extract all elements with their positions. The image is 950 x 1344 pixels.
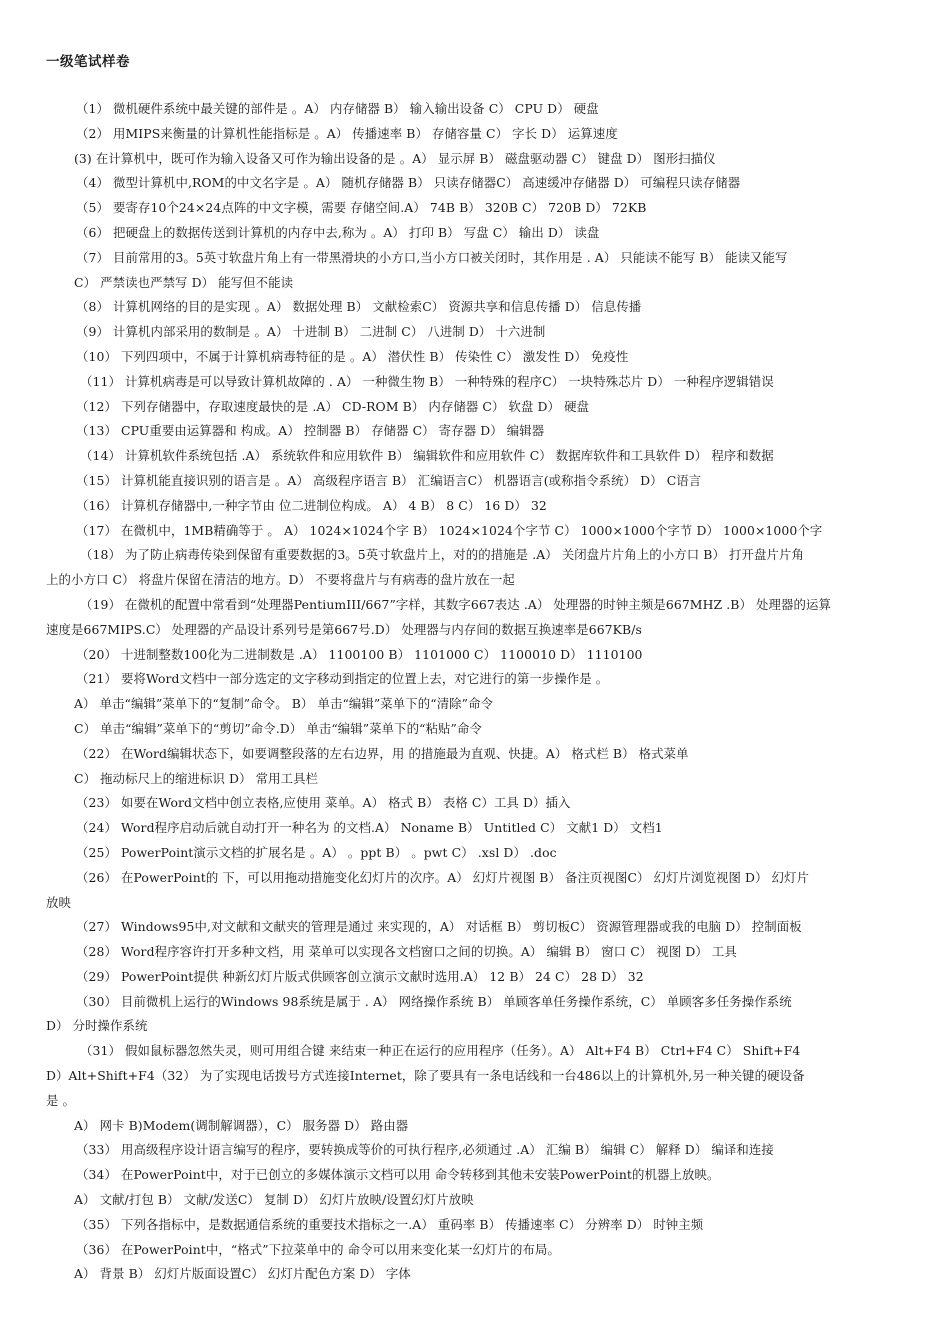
question-line: A） 网卡 B)Modem(调制解调器），C） 服务器 D） 路由器 <box>74 1117 409 1133</box>
question-line: （18） 为了防止病毒传染到保留有重要数据的3。5英寸软盘片上，对的的措施是 .A） 关闭盘片片角上的小方口 B） 打开盘片片角 <box>80 547 804 563</box>
question-line: 速度是667MIPS.C） 处理器的产品设计系列号是第667号.D） 处理器与内存间的数据互换速率是667KB/s <box>46 621 642 637</box>
question-line: （17） 在微机中，1MB精确等于 。 A） 1024×1024个字 B） 1024×1024个字节 C） 1000×1000个字节 D） 1000×1000个字 <box>76 522 823 538</box>
question-line: （30） 目前微机上运行的Windows 98系统是属于 . A） 网络操作系统 B） 单顾客单任务操作系统，C） 单顾客多任务操作系统 <box>76 993 792 1009</box>
question-line: （16） 计算机存储器中,一种字节由 位二进制位构成。 A） 4 B） 8 C） 16 D） 32 <box>76 497 547 513</box>
question-line: D） 分时操作系统 <box>46 1018 148 1034</box>
question-line: （6） 把硬盘上的数据传送到计算机的内存中去,称为 。A） 打印 B） 写盘 C） 输出 D） 读盘 <box>76 224 600 240</box>
question-line: （23） 如要在Word文档中创立表格,应使用 菜单。A） 格式 B） 表格 C）工具 D）插入 <box>76 795 571 811</box>
question-line: （11） 计算机病毒是可以导致计算机故障的 . A） 一种微生物 B） 一种特殊的程序C） 一块特殊芯片 D） 一种程序逻辑错误 <box>80 373 774 389</box>
question-line: A） 单击“编辑”菜单下的“复制”命令。 B） 单击“编辑”菜单下的“清除”命令 <box>74 696 494 712</box>
question-line: （7） 目前常用的3。5英寸软盘片角上有一带黑滑块的小方口,当小方口被关闭时，其作用是 . A） 只能读不能写 B） 能读又能写 <box>76 249 788 265</box>
question-line: （21） 要将Word文档中一部分选定的文字移动到指定的位置上去，对它进行的第一步操作是 。 <box>76 671 609 687</box>
question-line: （12） 下列存储器中，存取速度最快的是 .A） CD-ROM B） 内存储器 C） 软盘 D） 硬盘 <box>76 398 590 414</box>
question-line: （28） Word程序容许打开多种文档，用 菜单可以实现各文档窗口之间的切换。A） 编辑 B） 窗口 C） 视图 D） 工具 <box>76 944 737 960</box>
page-title: 一级笔试样卷 <box>46 54 130 70</box>
question-line: （13） CPU重要由运算器和 构成。A） 控制器 B） 存储器 C） 寄存器 D） 编辑器 <box>76 423 545 439</box>
question-line: 放映 <box>46 894 71 910</box>
question-line: （15） 计算机能直接识别的语言是 。A） 高级程序语言 B） 汇编语言C） 机器语言(或称指令系统） D） C语言 <box>76 472 702 488</box>
question-line: （33） 用高级程序设计语言编写的程序，要转换成等价的可执行程序,必须通过 .A） 汇编 B） 编辑 C） 解释 D） 编译和连接 <box>76 1142 774 1158</box>
question-line: （2） 用MIPS来衡量的计算机性能指标是 。A） 传播速率 B） 存储容量 C） 字长 D） 运算速度 <box>76 125 618 141</box>
question-line: （27） Windows95中,对文献和文献夹的管理是通过 来实现的，A） 对话框 B） 剪切板C） 资源管理器或我的电脑 D） 控制面板 <box>76 919 802 935</box>
question-line: （26） 在PowerPoint的 下，可以用拖动措施变化幻灯片的次序。A） 幻灯片视图 B） 备注页视图C） 幻灯片浏览视图 D） 幻灯片 <box>76 869 810 885</box>
question-line: 是 。 <box>46 1092 76 1108</box>
question-line: （31） 假如鼠标器忽然失灵，则可用组合键 来结束一种正在运行的应用程序（任务）。A） Alt+F4 B） Ctrl+F4 C） Shift+F4 <box>80 1043 801 1059</box>
question-line: （19） 在微机的配置中常看到“处理器PentiumIII/667”字样，其数字667表达 .A） 处理器的时钟主频是667MHZ .B） 处理器的运算 <box>80 596 831 612</box>
question-line: （20） 十进制整数100化为二进制数是 .A） 1100100 B） 1101000 C） 1100010 D） 1110100 <box>76 646 643 662</box>
question-line: （36） 在PowerPoint中，“格式”下拉菜单中的 命令可以用来变化某一幻灯片的布局。 <box>76 1241 561 1257</box>
question-line: （5） 要寄存10个24×24点阵的中文字模，需要 存储空间.A） 74B B） 320B C） 720B D） 72KB <box>76 200 647 216</box>
question-line: （22） 在Word编辑状态下，如要调整段落的左右边界，用 的措施最为直观、快捷。A） 格式栏 B） 格式菜单 <box>76 745 689 761</box>
question-list <box>46 97 908 1287</box>
question-line: C） 拖动标尺上的缩进标识 D） 常用工具栏 <box>74 770 319 786</box>
question-line: A） 背景 B） 幻灯片版面设置C） 幻灯片配色方案 D） 字体 <box>74 1266 411 1282</box>
question-line: （25） PowerPoint演示文档的扩展名是 。A） 。ppt B） 。pwt C） .xsl D） .doc <box>76 844 557 860</box>
question-line: （10） 下列四项中，不属于计算机病毒特征的是 。A） 潜伏性 B） 传染性 C） 激发性 D） 免疫性 <box>76 348 629 364</box>
question-line: C） 单击“编辑”菜单下的“剪切”命令.D） 单击“编辑”菜单下的“粘贴”命令 <box>74 720 482 736</box>
question-line: （9） 计算机内部采用的数制是 。A） 十进制 B） 二进制 C） 八进制 D） 十六进制 <box>76 324 546 340</box>
question-line: A） 文献/打包 B） 文献/发送C） 复制 D） 幻灯片放映/设置幻灯片放映 <box>74 1192 474 1208</box>
question-line: （35） 下列各指标中，是数据通信系统的重要技术指标之一.A） 重码率 B） 传播速率 C） 分辨率 D） 时钟主频 <box>76 1216 704 1232</box>
question-line: （24） Word程序启动后就自动打开一种名为 的文档.A） Noname B） Untitled C） 文献1 D） 文档1 <box>76 820 663 836</box>
question-line: 上的小方口 C） 将盘片保留在清洁的地方。D） 不要将盘片与有病毒的盘片放在一起 <box>46 572 515 588</box>
question-line: （29） PowerPoint提供 种新幻灯片版式供顾客创立演示文献时选用.A） 12 B） 24 C） 28 D） 32 <box>76 968 644 984</box>
question-line: （1） 微机硬件系统中最关键的部件是 。A） 内存储器 B） 输入输出设备 C） CPU D） 硬盘 <box>76 101 599 116</box>
question-line: （8） 计算机网络的目的是实现 。A） 数据处理 B） 文献检索C） 资源共享和信息传播 D） 信息传播 <box>76 299 642 315</box>
question-line: （14） 计算机软件系统包括 .A） 系统软件和应用软件 B） 编辑软件和应用软件 C） 数据库软件和工具软件 D） 程序和数据 <box>80 448 774 464</box>
question-line: D）Alt+Shift+F4（32） 为了实现电话拨号方式连接Internet，除了要具有一条电话线和一台486以上的计算机外,另一种关键的硬设备 <box>46 1068 805 1084</box>
question-line: （4） 微型计算机中,ROM的中文名字是 。A） 随机存储器 B） 只读存储器C） 高速缓冲存储器 D） 可编程只读存储器 <box>76 175 741 191</box>
question-line: （34） 在PowerPoint中，对于已创立的多媒体演示文档可以用 命令转移到其他未安装PowerPoint的机器上放映。 <box>76 1167 720 1183</box>
question-line: (3) 在计算机中，既可作为输入设备又可作为输出设备的是 。A） 显示屏 B） 磁盘驱动器 C） 键盘 D） 图形扫描仪 <box>74 150 716 166</box>
question-line: C） 严禁读也严禁写 D） 能写但不能读 <box>74 274 294 290</box>
